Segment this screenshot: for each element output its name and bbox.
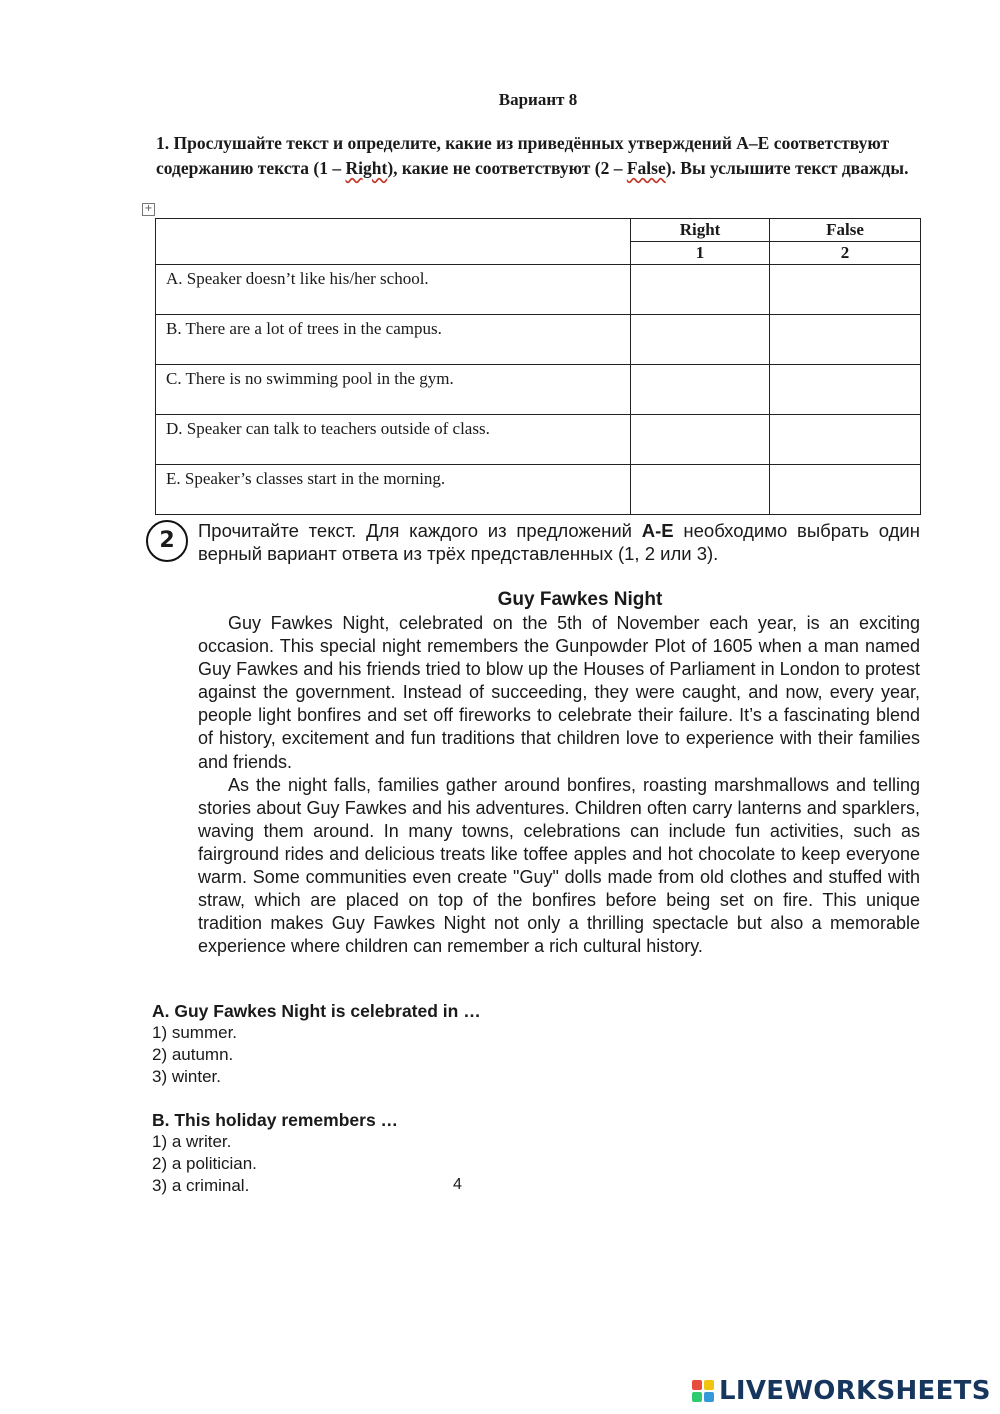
- question-a-option-1[interactable]: 1) summer.: [152, 1023, 238, 1042]
- col-number-right: 1: [631, 242, 770, 265]
- question-a: [152, 1000, 481, 1088]
- question-a-option-2[interactable]: 2) autumn.: [152, 1045, 234, 1064]
- statement-d: D. Speaker can talk to teachers outside of class.: [156, 415, 631, 465]
- question-a-text: A. Guy Fawkes Night is celebrated in …: [152, 1001, 481, 1021]
- task2-bold-ae: A-E: [641, 520, 674, 541]
- page-number: 4: [453, 1176, 462, 1193]
- answer-cell-d-false[interactable]: [770, 415, 921, 465]
- statement-e: E. Speaker’s classes start in the morning.: [156, 465, 631, 515]
- answer-cell-e-false[interactable]: [770, 465, 921, 515]
- statement-b: B. There are a lot of trees in the campus.: [156, 315, 631, 365]
- task1-text-c: ). Вы услышите текст дважды.: [665, 158, 909, 178]
- answer-cell-a-right[interactable]: [631, 265, 770, 315]
- logo-square: [704, 1380, 714, 1390]
- passage-paragraph-1: Guy Fawkes Night, celebrated on the 5th of November each year, is an exciting occasion. This special night remembers the Gunpowder Plot of 1605 when a man named Guy Fawkes and his friends tried to blow up the Houses of Parliament in London to protest against the government. Instead of succeeding, they were caught, and now, every year, people light bonfires and set off fireworks to celebrate their failure. It’s a fascinating blend of history, excitement and fun traditions that children love to experience with their families and friends.: [198, 613, 920, 772]
- task1-text-a: Прослушайте текст и определите, какие из приведённых утверждений A–E соответствуют содержанию текста (1 –: [156, 133, 890, 178]
- passage-title: Guy Fawkes Night: [497, 589, 663, 610]
- task2-text-a: Прочитайте текст. Для каждого из предложений: [198, 520, 642, 541]
- question-b-option-1[interactable]: 1) a writer.: [152, 1132, 232, 1151]
- logo-square: [692, 1392, 702, 1402]
- question-b-text: B. This holiday remembers …: [152, 1110, 399, 1130]
- logo-square: [704, 1392, 714, 1402]
- answer-cell-b-false[interactable]: [770, 315, 921, 365]
- answer-cell-c-right[interactable]: [631, 365, 770, 415]
- table-header-empty: [156, 219, 631, 265]
- variant-heading: Вариант 8: [498, 90, 578, 109]
- question-b: [152, 1109, 398, 1197]
- table-row: [156, 265, 921, 315]
- answer-cell-c-false[interactable]: [770, 365, 921, 415]
- question-a-option-3[interactable]: 3) winter.: [152, 1067, 221, 1086]
- logo-mark-icon: [692, 1380, 714, 1402]
- col-number-false: 2: [770, 242, 921, 265]
- table-row: [156, 315, 921, 365]
- question-b-option-2[interactable]: 2) a politician.: [152, 1154, 257, 1173]
- task2-number-badge: 2: [146, 520, 188, 562]
- task1-false-word: False: [626, 158, 666, 178]
- task1-number: 1.: [156, 133, 170, 153]
- passage-paragraph-2: As the night falls, families gather around bonfires, roasting marshmallows and telling stories about Guy Fawkes and his adventures. Children often carry lanterns and sparklers, waving them around. In many towns, celebrations can include fun activities, such as fairground rides and delicious treats like toffee apples and hot chocolate to keep everyone warm. Some communities even create "Guy" dolls made from old clothes and stuffed with straw, which are placed on top of the bonfires before being set on fire. This unique tradition makes Guy Fawkes Night not only a thrilling spectacle but also a memorable experience where children can remember a rich cultural history.: [198, 774, 920, 957]
- answer-cell-b-right[interactable]: [631, 315, 770, 365]
- table-move-handle-icon[interactable]: +: [142, 203, 155, 216]
- task1-instructions: [156, 131, 926, 181]
- logo-square: [692, 1380, 702, 1390]
- table-row: [156, 415, 921, 465]
- answer-cell-a-false[interactable]: [770, 265, 921, 315]
- task1-text-b: ), какие не соответствуют (2 –: [387, 158, 627, 178]
- question-b-option-3[interactable]: 3) a criminal.: [152, 1176, 250, 1195]
- statement-c: C. There is no swimming pool in the gym.: [156, 365, 631, 415]
- table-row: [156, 465, 921, 515]
- task2-text-b: необходимо выбрать один верный вариант ответа из трёх представленных (1, 2 или 3).: [198, 520, 920, 564]
- task2-instructions: [198, 519, 920, 565]
- passage: [198, 612, 920, 958]
- table-row: [156, 365, 921, 415]
- answer-cell-e-right[interactable]: [631, 465, 770, 515]
- answer-cell-d-right[interactable]: [631, 415, 770, 465]
- liveworksheets-logo: [692, 1375, 991, 1407]
- task1-right-word: Right: [345, 158, 388, 178]
- col-header-right: Right: [631, 219, 770, 242]
- statement-a: A. Speaker doesn’t like his/her school.: [156, 265, 631, 315]
- logo-text: LIVEWORKSHEETS: [719, 1376, 991, 1406]
- col-header-false: False: [770, 219, 921, 242]
- right-false-table: [155, 218, 921, 515]
